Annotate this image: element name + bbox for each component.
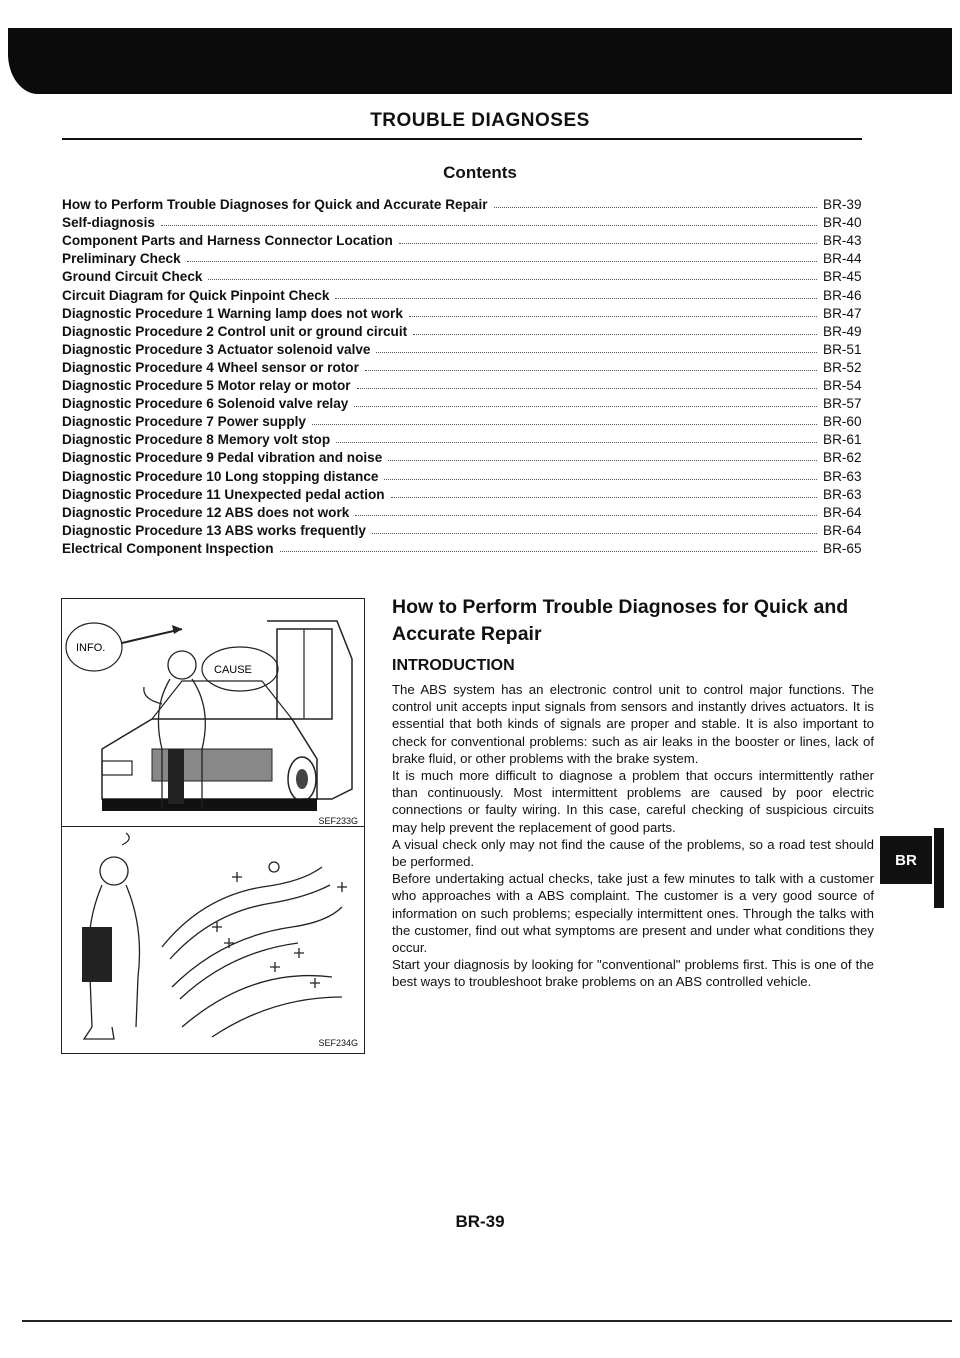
figure-code: SEF233G [318,816,358,826]
toc-row[interactable] [62,447,877,465]
toc-title: Diagnostic Procedure 3 Actuator solenoid valve [62,341,371,357]
body-paragraph: Before undertaking actual checks, take just a few minutes to talk with a customer who approaches with a ABS complaint. The customer is a very good source of information on such problems; especially intermittent ones. Through the talks with the customer, find out what symptoms are present and under what conditions they occur. [392,871,874,956]
toc-row[interactable] [62,502,877,520]
toc-row[interactable] [62,212,877,230]
toc-leader [354,406,817,407]
toc-title: Diagnostic Procedure 11 Unexpected pedal action [62,486,385,502]
side-stripe [934,828,944,908]
toc-leader [413,334,817,335]
toc-row[interactable] [62,230,877,248]
cause-label: CAUSE [214,664,252,676]
toc-leader [312,424,817,425]
body-paragraph: Start your diagnosis by looking for "conventional" problems first. This is one of the best ways to troubleshoot brake problems on an ABS controlled vehicle. [392,957,874,990]
toc-row[interactable] [62,538,877,556]
toc-title: Diagnostic Procedure 13 ABS works frequently [62,522,366,538]
figure-mechanic-wiring [61,826,365,1054]
contents-heading: Contents [443,163,517,182]
toc-page: BR-40 [823,215,862,231]
toc-leader [335,298,817,299]
section-subheading: INTRODUCTION [392,657,515,674]
toc-page: BR-45 [823,269,862,285]
toc-title: Ground Circuit Check [62,269,203,285]
figure-mechanic-car [61,598,365,832]
toc-leader [365,370,817,371]
toc-page: BR-63 [823,486,862,502]
page-title: TROUBLE DIAGNOSES [370,110,590,131]
toc-leader [336,442,817,443]
toc-leader [409,316,817,317]
toc-leader [399,243,817,244]
toc-leader [357,388,817,389]
toc-title: Component Parts and Harness Connector Location [62,233,393,249]
toc-page: BR-39 [823,197,862,213]
toc-row[interactable] [62,357,877,375]
toc-title: Diagnostic Procedure 10 Long stopping distance [62,468,379,484]
toc-row[interactable] [62,194,877,212]
page-number: BR-39 [455,1212,505,1231]
mechanic-car-illustration [62,599,364,831]
toc-page: BR-43 [823,233,862,249]
toc-page: BR-63 [823,468,862,484]
body-paragraph: The ABS system has an electronic control unit to control major functions. The control unit accepts input signals from sensors and instantly drives actuators. It is essential that both kinds of signals are proper and stable. It is also important to check for conventional problems: such as air leaks in the booster or lines, lack of brake fluid, or other problems with the brake system. [392,682,874,766]
toc-row[interactable] [62,321,877,339]
toc-leader [372,533,817,534]
toc-title: Diagnostic Procedure 6 Solenoid valve relay [62,396,349,412]
toc-row[interactable] [62,465,877,483]
toc-row[interactable] [62,284,877,302]
toc-leader [391,497,817,498]
toc-title: Self-diagnosis [62,215,155,231]
toc-title: How to Perform Trouble Diagnoses for Quick and Accurate Repair [62,197,488,213]
wiring-illustration [62,827,364,1053]
toc-title: Diagnostic Procedure 9 Pedal vibration and noise [62,450,383,466]
toc-row[interactable] [62,520,877,538]
toc-page: BR-60 [823,414,862,430]
toc-page: BR-57 [823,396,862,412]
toc-page: BR-47 [823,305,862,321]
section-tab-br[interactable]: BR [880,836,932,884]
toc-page: BR-49 [823,323,862,339]
toc-leader [208,279,817,280]
toc-title: Diagnostic Procedure 2 Control unit or ground circuit [62,323,408,339]
bottom-rule [22,1320,952,1322]
toc-title: Preliminary Check [62,251,181,267]
figure-code: SEF234G [318,1038,358,1048]
table-of-contents [62,194,877,556]
body-paragraph: A visual check only may not find the cause of the problems, so a road test should be performed. [392,836,874,870]
toc-title: Electrical Component Inspection [62,540,274,556]
toc-row[interactable] [62,339,877,357]
toc-row[interactable] [62,484,877,502]
toc-row[interactable] [62,393,877,411]
toc-leader [187,261,817,262]
toc-row[interactable] [62,303,877,321]
toc-title: Diagnostic Procedure 5 Motor relay or motor [62,378,351,394]
section-heading: How to Perform Trouble Diagnoses for Quick and Accurate Repair [392,596,849,645]
toc-page: BR-46 [823,287,862,303]
body-paragraph: It is much more difficult to diagnose a problem that occurs intermittently rather than continuously. Most intermittent problems are caused by poor electric connections or faulty wiring. In this case, careful checking of suspicious circuits may help prevent the replacement of good parts. [392,768,874,835]
toc-title: Diagnostic Procedure 12 ABS does not work [62,504,350,520]
toc-leader [161,225,817,226]
toc-row[interactable] [62,411,877,429]
header-black-bar [8,28,952,94]
toc-page: BR-51 [823,341,862,357]
toc-leader [376,352,817,353]
toc-page: BR-52 [823,359,862,375]
toc-title: Diagnostic Procedure 4 Wheel sensor or rotor [62,359,359,375]
toc-leader [384,479,817,480]
toc-page: BR-65 [823,540,862,556]
info-label: INFO. [76,642,106,654]
toc-title: Diagnostic Procedure 8 Memory volt stop [62,432,331,448]
toc-row[interactable] [62,375,877,393]
toc-page: BR-62 [823,450,862,466]
section-body [392,681,874,991]
toc-leader [280,551,818,552]
toc-row[interactable] [62,266,877,284]
toc-leader [494,207,817,208]
toc-leader [388,460,817,461]
title-rule [62,138,862,140]
toc-row[interactable] [62,248,877,266]
toc-page: BR-61 [823,432,862,448]
toc-row[interactable] [62,429,877,447]
toc-page: BR-64 [823,504,862,520]
toc-title: Circuit Diagram for Quick Pinpoint Check [62,287,330,303]
toc-page: BR-64 [823,522,862,538]
toc-page: BR-44 [823,251,862,267]
toc-page: BR-54 [823,378,862,394]
toc-leader [355,515,817,516]
toc-title: Diagnostic Procedure 1 Warning lamp does not work [62,305,403,321]
toc-title: Diagnostic Procedure 7 Power supply [62,414,306,430]
